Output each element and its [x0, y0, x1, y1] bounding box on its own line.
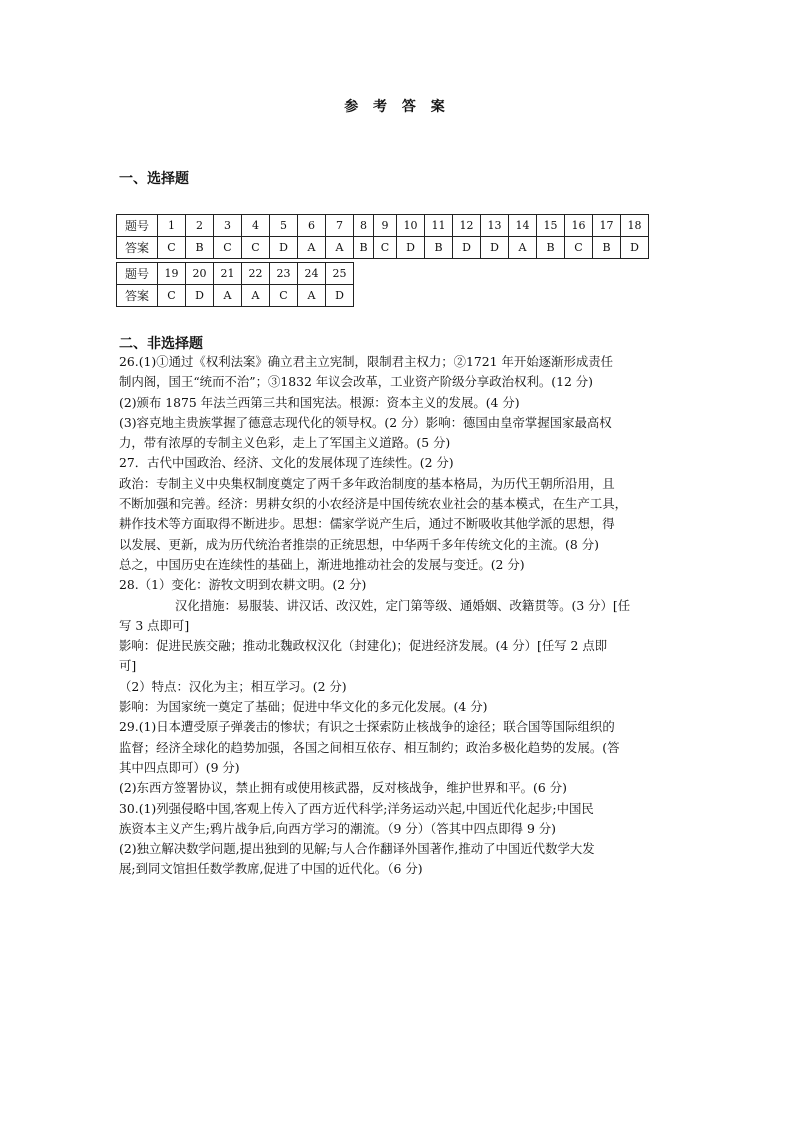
question-number: 5 [270, 215, 298, 237]
text-line: 以发展、更新，成为历代统治者推崇的正统思想，中华两千多年传统文化的主流。(8 分) [119, 536, 599, 552]
question-number: 11 [425, 215, 453, 237]
question-number: 10 [397, 215, 425, 237]
answer-cell: D [186, 285, 214, 307]
text-line: 27．古代中国政治、经济、文化的发展体现了连续性。(2 分) [119, 455, 454, 471]
answer-cell: B [354, 237, 374, 259]
question-number: 9 [374, 215, 397, 237]
text-line: 监督；经济全球化的趋势加强，各国之间相互依存、相互制约；政治多极化趋势的发展。(答 [119, 739, 620, 755]
text-line: 汉化措施：易服装、讲汉话、改汉姓，定门第等级、通婚姻、改籍贯等。(3 分）[任 [175, 597, 631, 613]
text-line: 不断加强和完善。经济：男耕女织的小农经济是中国传统农业社会的基本模式，在生产工具， [119, 496, 628, 512]
section-heading-nonchoice: 二、非选择题 [119, 336, 203, 352]
answer-cell: A [298, 237, 326, 259]
question-number: 12 [453, 215, 481, 237]
question-number: 14 [509, 215, 537, 237]
section-heading-choice: 一、选择题 [119, 171, 189, 187]
text-line: 族资本主义产生;鸦片战争后,向西方学习的潮流。（9 分）（答其中四点即得 9 分) [119, 820, 557, 836]
text-line: 其中四点即可）(9 分) [119, 759, 240, 775]
table-row [117, 215, 649, 237]
answer-table-2 [116, 262, 354, 307]
question-number: 17 [593, 215, 621, 237]
question-number: 7 [326, 215, 354, 237]
row-label: 答案 [117, 285, 158, 307]
table-row [117, 285, 354, 307]
question-number: 3 [214, 215, 242, 237]
text-line: （2）特点：汉化为主；相互学习。(2 分) [119, 678, 347, 694]
answer-cell: B [537, 237, 565, 259]
question-number: 23 [270, 263, 298, 285]
text-line: (3)容克地主贵族掌握了德意志现代化的领导权。(2 分）影响：德国由皇帝掌握国家最高权 [119, 414, 612, 430]
answer-cell: A [214, 285, 242, 307]
answer-table-1 [116, 214, 649, 259]
answer-cell: D [270, 237, 298, 259]
answer-body [119, 352, 679, 880]
text-line: 政治：专制主义中央集权制度奠定了两千多年政治制度的基本格局，为历代王朝所沿用，且 [119, 475, 615, 491]
answer-cell: A [242, 285, 270, 307]
text-line: 写 3 点即可] [119, 617, 190, 633]
text-line: 29.(1)日本遭受原子弹袭击的惨状；有识之士探索防止核战争的途径；联合国等国际组织的 [119, 719, 615, 735]
question-number: 1 [158, 215, 186, 237]
text-line: 30.(1)列强侵略中国,客观上传入了西方近代科学;洋务运动兴起,中国近代化起步;中国民 [119, 800, 594, 816]
text-line: 制内阁，国王“统而不治”；③1832 年议会改革，工业资产阶级分享政治权利。(12 分) [119, 374, 594, 390]
question-number: 21 [214, 263, 242, 285]
question-number: 8 [354, 215, 374, 237]
text-line: 影响：促进民族交融；推动北魏政权汉化（封建化)；促进经济发展。(4 分）[任写 2 点即 [119, 638, 608, 654]
answer-cell: C [565, 237, 593, 259]
text-line: (2)颁布 1875 年法兰西第三共和国宪法。根源：资本主义的发展。(4 分) [119, 394, 520, 410]
question-number: 20 [186, 263, 214, 285]
question-number: 6 [298, 215, 326, 237]
text-line: 总之，中国历史在连续性的基础上，渐进地推动社会的发展与变迁。(2 分) [119, 556, 525, 572]
answer-cell: C [214, 237, 242, 259]
answer-cell: D [481, 237, 509, 259]
answer-cell: D [326, 285, 354, 307]
question-number: 15 [537, 215, 565, 237]
answer-cell: D [453, 237, 481, 259]
row-label: 题号 [117, 215, 158, 237]
row-label: 题号 [117, 263, 158, 285]
answer-cell: C [158, 285, 186, 307]
text-line: 26.(1)①通过《权利法案》确立君主立宪制，限制君主权力；②1721 年开始逐渐形成责任 [119, 354, 614, 369]
answer-cell: A [298, 285, 326, 307]
answer-cell: C [270, 285, 298, 307]
answer-cell: A [509, 237, 537, 259]
answer-cell: C [158, 237, 186, 259]
table-row [117, 237, 649, 259]
text-line: 耕作技术等方面取得不断进步。思想：儒家学说产生后，通过不断吸收其他学派的思想，得 [119, 516, 615, 532]
question-number: 25 [326, 263, 354, 285]
table-row [117, 263, 354, 285]
text-line: (2)东西方签署协议，禁止拥有或使用核武器，反对核战争，维护世界和平。(6 分) [119, 780, 567, 796]
row-label: 答案 [117, 237, 158, 259]
text-line: 影响：为国家统一奠定了基础；促进中华文化的多元化发展。(4 分) [119, 699, 488, 715]
question-number: 18 [621, 215, 649, 237]
text-line: 展;到同文馆担任数学教席,促进了中国的近代化。（6 分) [119, 861, 423, 877]
text-line: 可] [119, 658, 137, 674]
answer-cell: C [374, 237, 397, 259]
answer-cell: B [186, 237, 214, 259]
answer-cell: D [621, 237, 649, 259]
answer-cell: B [593, 237, 621, 259]
answer-cell: C [242, 237, 270, 259]
text-line: 28.（1）变化：游牧文明到农耕文明。(2 分) [119, 577, 367, 593]
answer-cell: D [397, 237, 425, 259]
question-number: 19 [158, 263, 186, 285]
page-title: 参 考 答 案 [344, 99, 450, 115]
text-line: 力，带有浓厚的专制主义色彩，走上了军国主义道路。(5 分) [119, 435, 451, 451]
question-number: 24 [298, 263, 326, 285]
answer-cell: B [425, 237, 453, 259]
question-number: 2 [186, 215, 214, 237]
question-number: 13 [481, 215, 509, 237]
answer-cell: A [326, 237, 354, 259]
question-number: 22 [242, 263, 270, 285]
question-number: 4 [242, 215, 270, 237]
question-number: 16 [565, 215, 593, 237]
text-line: (2)独立解决数学问题,提出独到的见解;与人合作翻译外国著作,推动了中国近代数学大发 [119, 841, 595, 857]
